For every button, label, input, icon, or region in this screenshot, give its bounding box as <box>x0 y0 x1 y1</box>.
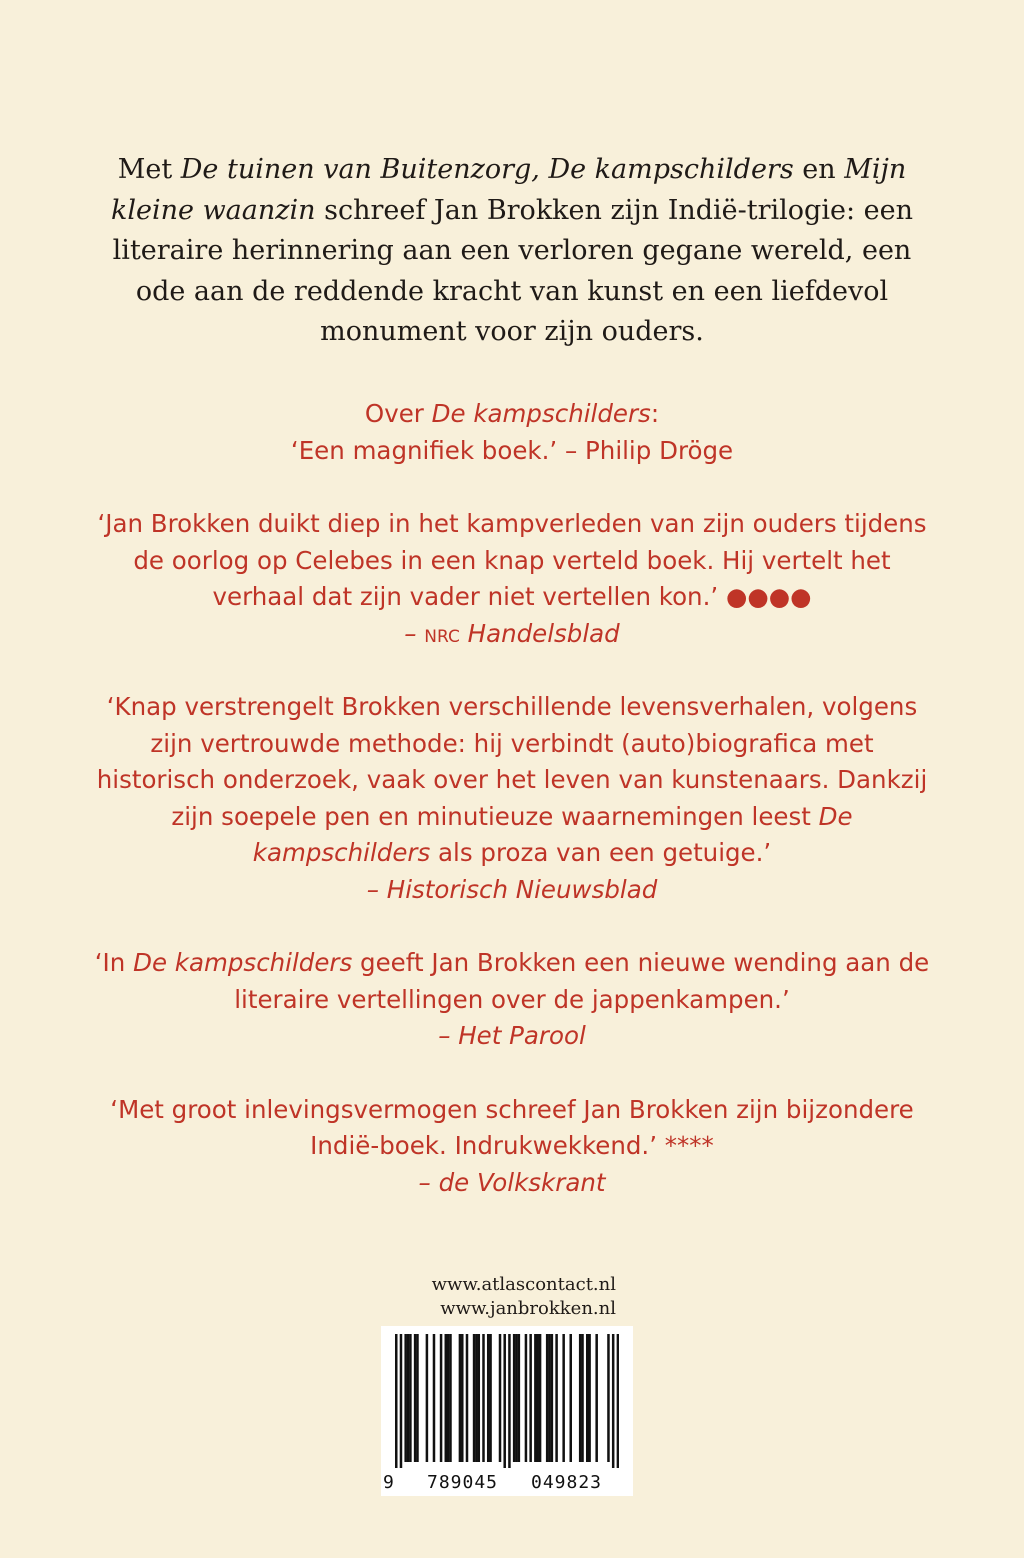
barcode-bar <box>513 1334 516 1462</box>
barcode-bar <box>466 1334 469 1462</box>
url-janbrokken: www.janbrokken.nl <box>440 1298 616 1319</box>
barcode-bar <box>426 1334 429 1462</box>
barcode-digit-first: 9 <box>383 1472 395 1493</box>
review-quote <box>90 945 934 1018</box>
barcode-bar <box>555 1334 558 1462</box>
barcode-bar <box>447 1334 450 1462</box>
barcode-bar <box>546 1334 549 1462</box>
barcode-bar <box>595 1334 598 1462</box>
review-droge <box>90 396 934 469</box>
review-intro-title: De kampschilders <box>431 399 651 428</box>
review-quote-text: geeft Jan Brokken een nieuwe wending aan de literaire vertellingen over de jappenkampen.’ <box>234 948 930 1014</box>
barcode-bar <box>581 1334 584 1462</box>
source-dash: – <box>404 618 425 648</box>
barcode-bar <box>407 1334 410 1462</box>
review-het-parool <box>90 945 934 1055</box>
barcode-bar <box>588 1334 591 1462</box>
blurb-text: en <box>793 154 845 185</box>
barcode-bar <box>489 1334 492 1462</box>
review-quote-title: De kampschilders <box>252 801 853 867</box>
barcode-bar <box>562 1334 565 1462</box>
barcode-bar <box>499 1334 502 1462</box>
review-quote-text: ‘Knap verstrengelt Brokken verschillende levensverhalen, volgens zijn vertrouwde methode: hij verbindt (auto)biografica met historisch onderzoek, vaak over het leven van kunstenaars. Dankzij zijn soepele pen en minutieuze waarnemingen leest <box>96 692 928 831</box>
barcode-bar <box>548 1334 551 1462</box>
barcode-bar <box>617 1334 619 1468</box>
review-quote <box>90 506 934 616</box>
source-nrc: nrc <box>424 618 460 648</box>
blurb-text: schreef Jan Brokken zijn Indië-trilogie: een literaire herinnering aan een verloren gegane wereld, een ode aan de reddende kracht van kunst en een liefdevol monument voor zijn ouders. <box>112 194 913 347</box>
review-quote <box>90 689 934 872</box>
barcode-bar <box>409 1334 412 1462</box>
barcode-bar <box>612 1334 615 1468</box>
barcode-digits-right: 049823 <box>531 1472 603 1493</box>
barcode-bar <box>459 1334 462 1462</box>
barcode-bar <box>414 1334 417 1462</box>
barcode-bar <box>478 1334 481 1462</box>
barcode-bar <box>579 1334 582 1462</box>
barcode-bar <box>473 1334 476 1462</box>
barcode-bar <box>482 1334 485 1462</box>
barcode-bar <box>525 1334 528 1462</box>
barcode-bar <box>433 1334 436 1462</box>
publisher-urls <box>380 1273 616 1321</box>
review-source <box>90 616 934 653</box>
review-historisch-nieuwsblad <box>90 689 934 908</box>
review-source: – de Volkskrant <box>418 1167 606 1197</box>
barcode-bar <box>569 1334 572 1462</box>
reviews-section <box>90 396 934 1238</box>
review-nrc <box>90 506 934 652</box>
barcode-bar <box>515 1334 518 1462</box>
barcode-bar <box>529 1334 532 1462</box>
review-source: – Het Parool <box>438 1021 586 1050</box>
title-de-kampschilders: De kampschilders <box>548 154 794 185</box>
review-intro-colon: : <box>650 399 660 428</box>
blurb-text: Met <box>117 154 181 185</box>
barcode-bar <box>475 1334 478 1462</box>
review-quote: ‘Een magnifiek boek.’ – Philip Dröge <box>290 435 734 465</box>
barcode-bar <box>400 1334 403 1468</box>
blurb-paragraph <box>110 150 914 353</box>
barcode-bar <box>508 1334 511 1468</box>
barcode-bar <box>586 1334 589 1462</box>
rating-dots: ●●●● <box>725 582 812 611</box>
review-quote-text: ‘In <box>94 948 134 977</box>
title-mijn-kleine-waanzin: Mijn kleine waanzin <box>111 154 907 226</box>
review-quote-text: ‘Jan Brokken duikt diep in het kampverleden van zijn ouders tijdens de oorlog op Celebes in een knap verteld boek. Hij vertelt het verhaal dat zijn vader niet vertellen kon.’ <box>97 509 927 611</box>
barcode-bar <box>607 1334 610 1462</box>
barcode-bar <box>404 1334 407 1462</box>
barcode-bar <box>416 1334 419 1462</box>
review-intro-text: Over <box>364 399 432 428</box>
barcode-digits-left: 789045 <box>427 1472 499 1493</box>
barcode-bar <box>503 1334 506 1468</box>
barcode-bar <box>445 1334 448 1462</box>
barcode-bar <box>440 1334 443 1462</box>
barcode-bar <box>539 1334 542 1462</box>
review-quote: ‘Met groot inlevingsvermogen schreef Jan Brokken zijn bijzondere Indië-boek. Indrukwekkend.’ **** <box>110 1094 914 1160</box>
review-intro <box>90 396 934 433</box>
url-atlascontact: www.atlascontact.nl <box>431 1274 616 1295</box>
review-source: – Historisch Nieuwsblad <box>366 874 658 904</box>
source-handelsblad: Handelsblad <box>459 618 620 648</box>
barcode-bar <box>551 1334 554 1462</box>
barcode-bar <box>534 1334 537 1462</box>
barcode-bar <box>449 1334 452 1462</box>
barcode-bar <box>536 1334 539 1462</box>
review-quote-title: De kampschilders <box>133 948 353 977</box>
title-de-tuinen-van-buitenzorg: De tuinen van Buitenzorg, <box>180 154 540 185</box>
barcode-bar <box>461 1334 464 1462</box>
review-quote-text: als proza van een getuige.’ <box>430 838 772 867</box>
barcode-bars <box>395 1334 619 1468</box>
isbn-barcode <box>381 1326 633 1496</box>
barcode-bar <box>518 1334 521 1462</box>
review-volkskrant <box>90 1092 934 1202</box>
barcode-bar <box>487 1334 490 1462</box>
barcode-bar <box>395 1334 398 1468</box>
